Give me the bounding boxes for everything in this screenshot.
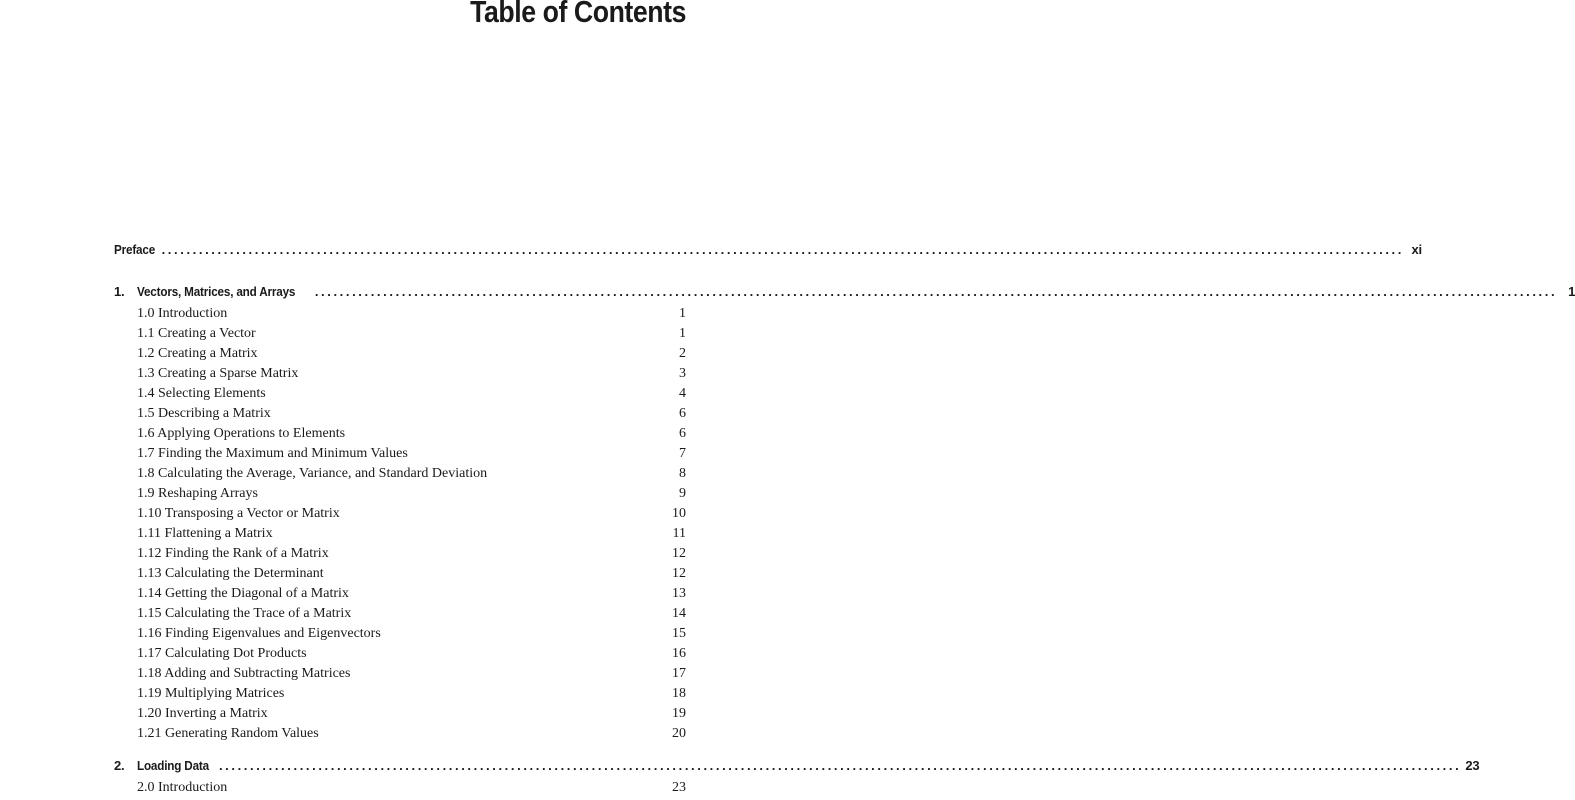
toc-section-entry[interactable] bbox=[114, 444, 686, 464]
table-of-contents bbox=[114, 238, 1575, 798]
toc-page-number: 4 bbox=[679, 386, 686, 401]
section-title: 1.13 Calculating the Determinant bbox=[137, 566, 324, 581]
toc-page-number: 15 bbox=[672, 626, 686, 641]
chapter-title: Loading Data bbox=[137, 758, 209, 773]
section-title: 2.0 Introduction bbox=[137, 780, 228, 795]
toc-page-number: 1 bbox=[679, 306, 686, 321]
section-title: 1.12 Finding the Rank of a Matrix bbox=[137, 546, 329, 561]
toc-page-number: 17 bbox=[672, 666, 686, 681]
toc-section-entry[interactable] bbox=[114, 724, 686, 744]
toc-page-number: 1 bbox=[1568, 284, 1575, 299]
chapter-number: 2. bbox=[114, 758, 125, 773]
section-title: 1.7 Finding the Maximum and Minimum Values bbox=[137, 446, 408, 461]
section-title: 1.2 Creating a Matrix bbox=[137, 346, 258, 361]
toc-section-entry[interactable] bbox=[114, 484, 686, 504]
toc-section-entry[interactable] bbox=[114, 384, 686, 404]
toc-page-number: 10 bbox=[672, 506, 686, 521]
toc-page-number: 11 bbox=[672, 526, 686, 541]
toc-section-entry[interactable] bbox=[114, 544, 686, 564]
section-title: 1.19 Multiplying Matrices bbox=[137, 686, 285, 701]
toc-page-number: 9 bbox=[679, 486, 686, 501]
toc-page-number: 6 bbox=[679, 406, 686, 421]
section-title: 1.8 Calculating the Average, Variance, and Standard Deviation bbox=[137, 466, 488, 481]
section-title: 1.10 Transposing a Vector or Matrix bbox=[137, 506, 340, 521]
toc-page-number: 1 bbox=[679, 326, 686, 341]
toc-section-entry[interactable] bbox=[114, 304, 686, 324]
section-title: 1.14 Getting the Diagonal of a Matrix bbox=[137, 586, 349, 601]
section-title: 1.4 Selecting Elements bbox=[137, 386, 266, 401]
toc-page-number: 3 bbox=[679, 366, 686, 381]
toc-section-entry[interactable] bbox=[114, 778, 686, 798]
toc-section-entry[interactable] bbox=[114, 424, 686, 444]
toc-page-number: 2 bbox=[679, 346, 686, 361]
toc-section-entry[interactable] bbox=[114, 664, 686, 684]
toc-section-entry[interactable] bbox=[114, 564, 686, 584]
toc-section-entry[interactable] bbox=[114, 604, 686, 624]
toc-page-number: 19 bbox=[672, 706, 686, 721]
toc-page-number: 6 bbox=[679, 426, 686, 441]
chapter-1-sections bbox=[114, 304, 686, 744]
toc-page-number: 20 bbox=[672, 726, 686, 741]
toc-page-number: 23 bbox=[672, 780, 686, 795]
section-title: 1.18 Adding and Subtracting Matrices bbox=[137, 666, 351, 681]
toc-page-number: 18 bbox=[672, 686, 686, 701]
section-title: 1.21 Generating Random Values bbox=[137, 726, 319, 741]
section-title: 1.17 Calculating Dot Products bbox=[137, 646, 307, 661]
toc-page-number: 16 bbox=[672, 646, 686, 661]
dot-leader: ........................................................................................................................................................................................................ bbox=[218, 758, 1462, 773]
toc-entry-preface[interactable] bbox=[114, 238, 1422, 262]
section-title: 1.0 Introduction bbox=[137, 306, 228, 321]
toc-page-number: 7 bbox=[679, 446, 686, 461]
toc-section-entry[interactable] bbox=[114, 684, 686, 704]
toc-section-entry[interactable] bbox=[114, 524, 686, 544]
dot-leader: ........................................................................................................................................................................................................ bbox=[161, 242, 1404, 257]
toc-page-number: 12 bbox=[672, 566, 686, 581]
section-title: 1.9 Reshaping Arrays bbox=[137, 486, 258, 501]
toc-entry-label: Preface bbox=[114, 242, 156, 257]
toc-section-entry[interactable] bbox=[114, 704, 686, 724]
toc-page-number: 14 bbox=[672, 606, 686, 621]
toc-section-entry[interactable] bbox=[114, 624, 686, 644]
toc-section-entry[interactable] bbox=[114, 404, 686, 424]
toc-section-entry[interactable] bbox=[114, 324, 686, 344]
chapter-title: Vectors, Matrices, and Arrays bbox=[137, 284, 296, 299]
toc-page-number: xi bbox=[1411, 242, 1422, 257]
section-title: 1.5 Describing a Matrix bbox=[137, 406, 271, 421]
section-title: 1.16 Finding Eigenvalues and Eigenvectors bbox=[137, 626, 381, 641]
section-title: 1.3 Creating a Sparse Matrix bbox=[137, 366, 299, 381]
toc-chapter-2[interactable] bbox=[114, 754, 1480, 778]
section-title: 1.6 Applying Operations to Elements bbox=[137, 426, 346, 441]
toc-page-number: 12 bbox=[672, 546, 686, 561]
toc-section-entry[interactable] bbox=[114, 584, 686, 604]
toc-section-entry[interactable] bbox=[114, 344, 686, 364]
toc-section-entry[interactable] bbox=[114, 364, 686, 384]
page-title: Table of Contents bbox=[470, 0, 686, 29]
toc-section-entry[interactable] bbox=[114, 504, 686, 524]
section-title: 1.11 Flattening a Matrix bbox=[137, 526, 273, 541]
chapter-number: 1. bbox=[114, 284, 125, 299]
toc-page-number: 23 bbox=[1465, 758, 1480, 773]
toc-section-entry[interactable] bbox=[114, 464, 686, 484]
toc-page-number: 13 bbox=[672, 586, 686, 601]
section-title: 1.20 Inverting a Matrix bbox=[137, 706, 268, 721]
toc-section-entry[interactable] bbox=[114, 644, 686, 664]
section-title: 1.1 Creating a Vector bbox=[137, 326, 256, 341]
dot-leader: ........................................................................................................................................................................................................ bbox=[314, 284, 1558, 299]
section-title: 1.15 Calculating the Trace of a Matrix bbox=[137, 606, 352, 621]
toc-chapter-1[interactable] bbox=[114, 280, 1575, 304]
chapter-2-sections bbox=[114, 778, 686, 798]
toc-page-number: 8 bbox=[679, 466, 686, 481]
